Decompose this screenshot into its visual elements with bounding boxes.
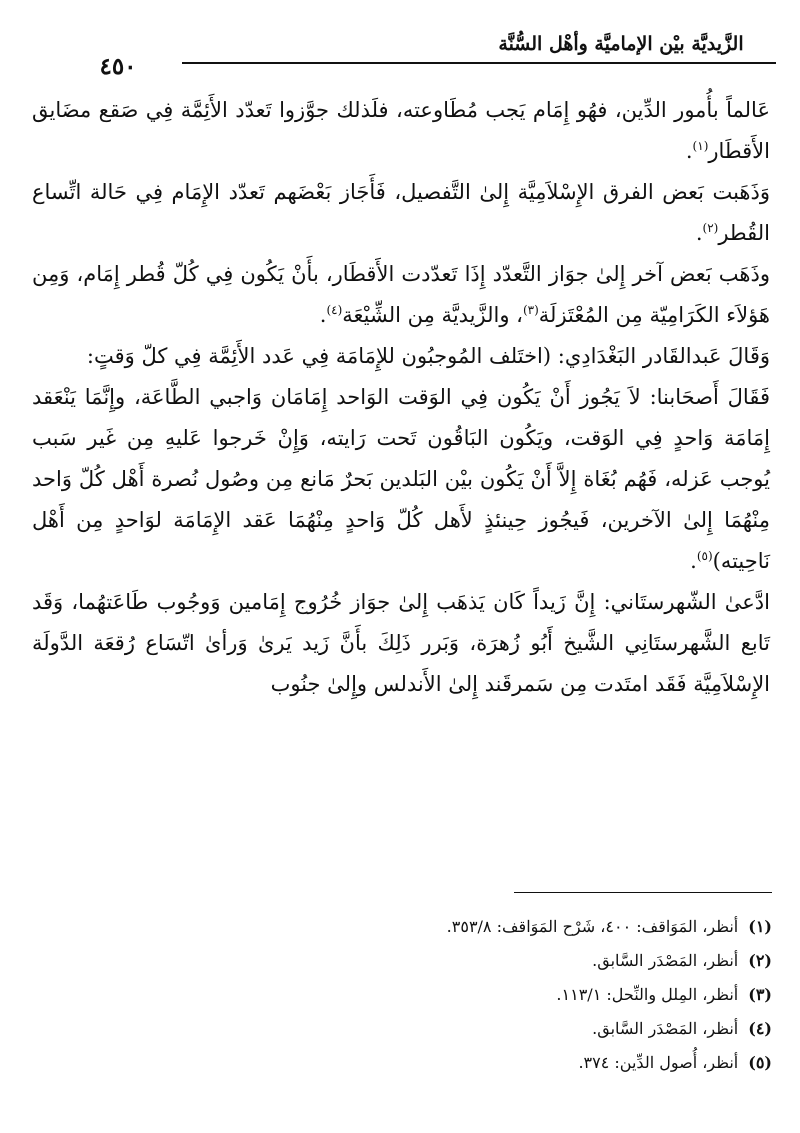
footnote-reference: (٢) xyxy=(702,221,719,235)
footnote-item xyxy=(120,944,772,978)
footnote-text: أنظر، المَوَاقف: ٤٠٠، شَرْح المَوَاقف: ٣٥٣/٨. xyxy=(446,917,739,936)
paragraph-text: عَالماً بأُمور الدِّين، فهُو إِمَام يَجب مُطَاوعته، فلَذلك جوَّزوا تَعدّد الأَئِمَّة فِي صَقع مضَايق الأَقطَار xyxy=(32,98,770,163)
paragraph xyxy=(32,90,770,172)
footnote-number: (١) xyxy=(748,917,772,936)
footnote-item xyxy=(120,978,772,1012)
footnote-item xyxy=(120,1046,772,1080)
footnote-number: (٢) xyxy=(748,951,772,970)
footnote-text: أنظر، أُصول الدِّين: ٣٧٤. xyxy=(578,1053,739,1072)
paragraph-text: وَذَهَبت بَعض الفرق الإِسْلاَمِيَّة إِلىٰ التَّفصيل، فَأَجَاز بَعْضَهم تَعدّد الإِمَام فِي حَالة اتِّساع القُطر xyxy=(32,180,770,245)
footnotes xyxy=(120,910,772,1080)
footnote-reference: (١) xyxy=(692,139,709,153)
footnote-item xyxy=(120,1012,772,1046)
paragraph xyxy=(32,377,770,582)
paragraph-text: فَقَالَ أَصحَابنا: لاَ يَجُوز أَنْ يَكُون فِي الوَقت الوَاحد إِمَامَان وَاجبي الطَّاعَة، وإِنَّمَا يَنْعَقد إِمَامَة وَاحدٍ فِي الوَقت، ويَكُون البَاقُون تَحت رَايته، وَإِنْ خَرجوا عَليهِ مِن غَير سَبب يُوجب عَزله، فَهُم بُغَاة إِلاَّ أَنْ يَكُون بيْن البَلدين بَحرٌ مَانع مِن وصُول نُصرة أَهْل كُلّ وَاحد مِنْهُمَا إِلىٰ الآخرين، فَيجُوز حِينئذٍ لأَهل كُلّ وَاحدٍ مِنْهُمَا عَقد الإِمَامَة لوَاحدٍ مِن أَهْل نَاحِيته) xyxy=(32,385,770,573)
paragraph-text: وذَهَب بَعض آخر إِلىٰ جوَاز التَّعدّد إِذَا تَعدّدت الأَقطَار، بأَنْ يَكُون فِي كُلّ قُطر إِمَام، وَمِن هَؤلاَء الكَرَامِيّة مِن المُعْتَزلَة xyxy=(32,262,770,327)
page-number: ٤٥٠ xyxy=(54,51,182,83)
paragraph-text: وَقَالَ عَبدالقَادر البَغْدَادِي: (اختَلف المُوجبُون للإِمَامَة فِي عَدد الأَئِمَّة فِي كلّ وَقتٍ: xyxy=(86,344,770,368)
paragraph xyxy=(32,336,770,377)
paragraph-tail: . xyxy=(319,303,327,327)
footnote-reference: (٤) xyxy=(326,303,343,317)
footnote-item xyxy=(120,910,772,944)
paragraph-tail: . xyxy=(685,139,693,163)
footnote-number: (٤) xyxy=(748,1019,772,1038)
footnote-text: أنظر، المَصْدَر السَّابق. xyxy=(592,951,739,970)
paragraph xyxy=(32,172,770,254)
body-text xyxy=(32,90,770,705)
footnote-text: أنظر، المَصْدَر السَّابق. xyxy=(592,1019,739,1038)
running-header-title: الزَّيديَّة بيْن الإماميَّة وأهْل السُّنَّة xyxy=(498,33,744,55)
paragraph-tail: . xyxy=(695,221,703,245)
footnote-text: أنظر، المِلل والنِّحل: ١١٣/١. xyxy=(556,985,739,1004)
footnote-number: (٣) xyxy=(748,985,772,1004)
paragraph-tail: . xyxy=(690,549,697,573)
footnote-number: (٥) xyxy=(748,1053,772,1072)
paragraph xyxy=(32,254,770,336)
paragraph-text-continued: ، والزَّيديَّة مِن الشِّيْعَة xyxy=(342,303,523,327)
paragraph-text: ادَّعىٰ الشّهرستَاني: إِنَّ زَيداً كَان يَذهَب إِلىٰ جوَاز خُرُوج إِمَامين وَوجُوب طَاعَتهُما، وَقَد تَابع الشَّهرستَانِي الشَّيخ أَبُو زُهرَة، وَبَرر ذَلِكَ بأَنَّ زَيد يَرىٰ وَرأىٰ اتّسَاع رُقعَة الدَّولَة الإِسْلاَمِيَّة فَقَد امتَدت مِن سَمرقَند إِلىٰ الأَندلس وإِلىٰ جنُوب xyxy=(32,590,770,696)
footnote-separator xyxy=(514,892,772,893)
footnote-reference: (٣) xyxy=(522,303,539,317)
footnote-reference: (٥) xyxy=(696,549,713,563)
paragraph xyxy=(32,582,770,705)
